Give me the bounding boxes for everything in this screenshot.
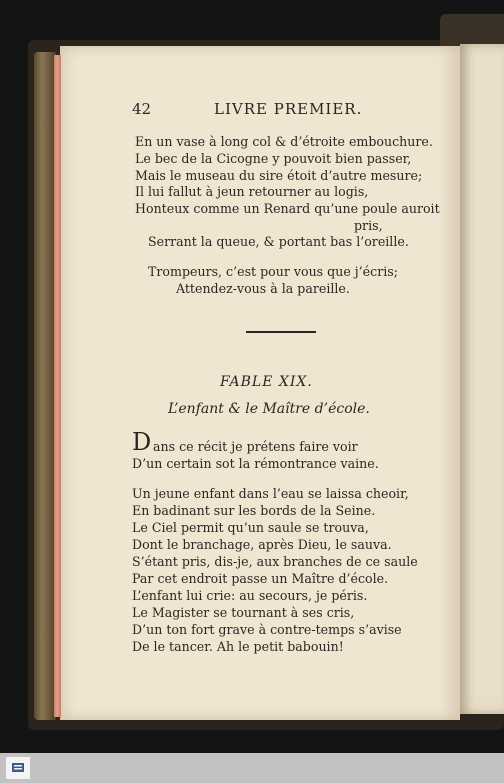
verse-line: En un vase à long col & d’étroite embouchure. [135, 134, 433, 149]
verse-line: Mais le museau du sire étoit d’autre mesure; [135, 168, 423, 183]
fable-subtitle: L’enfant & le Maître d’école. [168, 401, 370, 417]
fable-title: FABLE XIX. [220, 374, 313, 390]
verse-line: Il lui fallut à jeun retourner au logis, [135, 184, 369, 199]
verse-line: En badinant sur les bords de la Seine. [132, 503, 376, 518]
page-red-edge [54, 55, 61, 717]
verse-line: Le Ciel permit qu’un saule se trouva, [132, 520, 369, 535]
running-title: LIVRE PREMIER. [214, 100, 363, 118]
verse-line: Honteux comme un Renard qu’une poule auroit [135, 201, 440, 216]
page-number: 42 [132, 100, 152, 118]
verse-line: pris, [354, 218, 383, 233]
verse-line: D’un ton fort grave à contre-temps s’avise [132, 622, 402, 637]
verse-line: Un jeune enfant dans l’eau se laissa cheoir, [132, 486, 409, 501]
verse-line: ans ce récit je prétens faire voir [153, 439, 358, 454]
drop-cap: D [132, 428, 152, 456]
viewer-footer-bar [0, 753, 504, 783]
facing-page-edge [460, 44, 504, 714]
verse-line: De le tancer. Ah le petit babouin! [132, 639, 344, 654]
verse-line: Serrant la queue, & portant bas l’oreille. [148, 234, 409, 249]
library-logo-icon [6, 757, 30, 779]
moral-line: Attendez-vous à la pareille. [176, 281, 350, 296]
verse-line: Le Magister se tournant à ses cris, [132, 605, 355, 620]
verse-line: Par cet endroit passe un Maître d’école. [132, 571, 389, 586]
verse-line: D’un certain sot la rémontrance vaine. [132, 456, 379, 471]
page-header [132, 100, 412, 120]
verse-line: Dont le branchage, après Dieu, le sauva. [132, 537, 392, 552]
verse-line: Le bec de la Cicogne y pouvoit bien passer, [135, 151, 412, 166]
section-divider [246, 331, 316, 333]
verse-line: S’étant pris, dis-je, aux branches de ce saule [132, 554, 418, 569]
moral-line: Trompeurs, c’est pour vous que j’écris; [148, 264, 398, 279]
verse-line: L’enfant lui crie: au secours, je péris. [132, 588, 368, 603]
book-spine-edge [34, 52, 56, 720]
